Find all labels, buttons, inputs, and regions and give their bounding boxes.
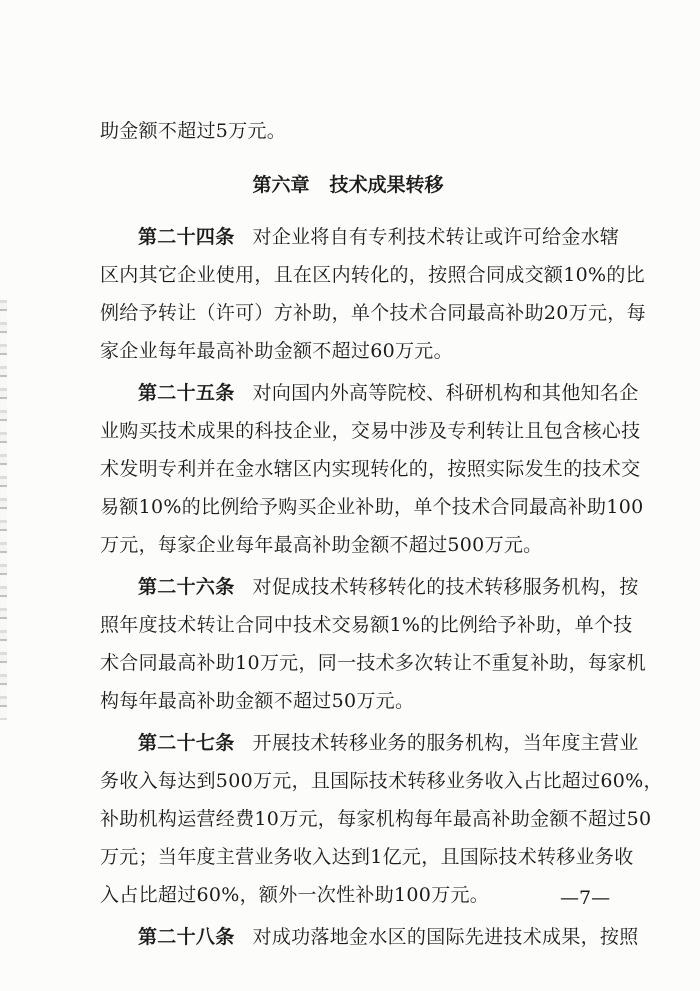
article-line: 入占比超过60%，额外一次性补助100万元。 — [100, 884, 490, 906]
article-first-line — [100, 568, 639, 606]
article-heading: 第二十八条 — [138, 926, 235, 948]
article-26 — [100, 568, 646, 720]
article-line: 补助机构运营经费10万元，每家机构每年最高补助金额不超过50 — [100, 808, 652, 830]
article-line: 家企业每年最高补助金额不超过60万元。 — [100, 340, 453, 362]
article-heading: 第二十五条 — [138, 382, 235, 404]
article-line: 照年度技术转让合同中技术交易额1%的比例给予补助，单个技 — [100, 614, 633, 636]
article-line: 务收入每达到500万元，且国际技术转移业务收入占比超过60%， — [100, 770, 663, 792]
article-line: 术发明专利并在金水辖区内实现转化的，按照实际发生的技术交 — [100, 458, 641, 480]
article-line: 例给予转让（许可）方补助，单个技术合同最高补助20万元，每 — [100, 302, 646, 324]
scan-artifact — [0, 300, 7, 720]
article-line: 构每年最高补助金额不超过50万元。 — [100, 690, 415, 712]
article-text: 对向国内外高等院校、科研机构和其他知名企 — [252, 382, 639, 404]
article-first-line — [100, 724, 639, 762]
document-body — [100, 112, 663, 960]
article-first-line — [100, 374, 639, 412]
article-heading: 第二十六条 — [138, 576, 235, 598]
article-heading: 第二十四条 — [138, 226, 235, 248]
article-text: 对企业将自有专利技术转让或许可给金水辖 — [252, 226, 620, 248]
article-line: 区内其它企业使用，且在区内转化的，按照合同成交额10%的比 — [100, 264, 645, 286]
article-text: 对促成技术转移转化的技术转移服务机构，按 — [252, 576, 639, 598]
article-line: 易额10%的比例给予购买企业补助，单个技术合同最高补助100 — [100, 496, 644, 518]
chapter-number: 第六章 — [252, 174, 310, 196]
article-line: 万元；当年度主营业务收入达到1亿元，且国际技术转移业务收 — [100, 846, 634, 868]
article-first-line — [100, 218, 620, 256]
article-text: 开展技术转移业务的服务机构，当年度主营业 — [252, 732, 639, 754]
article-line: 万元，每家企业每年最高补助金额不超过500万元。 — [100, 534, 543, 556]
article-27 — [100, 724, 663, 914]
article-28 — [100, 918, 639, 956]
article-text: 对成功落地金水区的国际先进技术成果，按照 — [252, 926, 639, 948]
article-line: 业购买技术成果的科技企业，交易中涉及专利转让且包含核心技 — [100, 420, 641, 442]
chapter-heading — [100, 166, 596, 204]
article-24 — [100, 218, 646, 370]
article-first-line — [100, 918, 639, 956]
intro-line: 助金额不超过5万元。 — [100, 120, 287, 142]
article-heading: 第二十七条 — [138, 732, 235, 754]
page-number: —7— — [560, 887, 611, 909]
article-line: 术合同最高补助10万元，同一技术多次转让不重复补助，每家机 — [100, 652, 646, 674]
chapter-title: 技术成果转移 — [329, 174, 444, 196]
article-25 — [100, 374, 644, 564]
